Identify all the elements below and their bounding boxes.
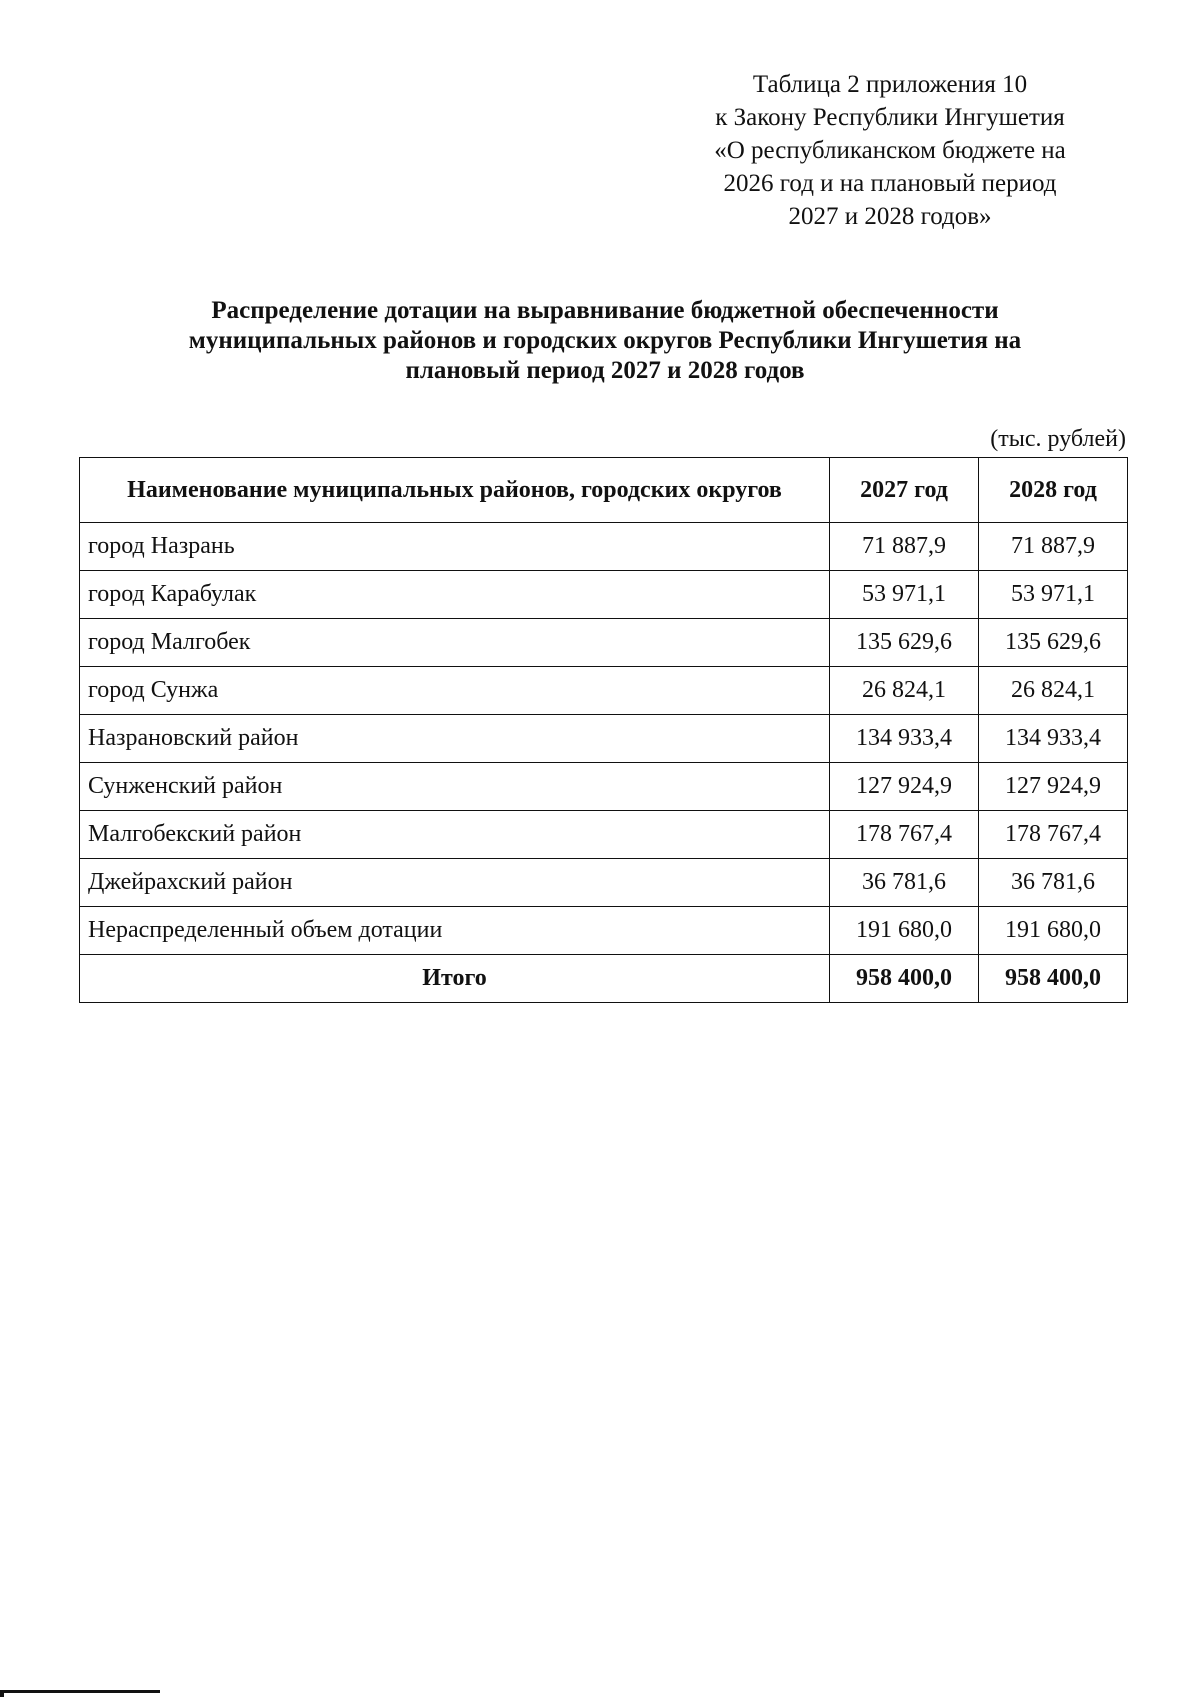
table-row [80, 715, 1128, 763]
row-value-2027: 134 933,4 [830, 715, 979, 763]
row-value-2028: 127 924,9 [979, 763, 1128, 811]
appendix-note-line: 2026 год и на плановый период [723, 170, 1057, 197]
row-value-2028: 178 767,4 [979, 811, 1128, 859]
document-title-line: плановый период 2027 и 2028 годов [405, 357, 805, 384]
row-value-2027: 26 824,1 [830, 667, 979, 715]
row-value-2028: 36 781,6 [979, 859, 1128, 907]
row-name: город Малгобек [80, 619, 830, 667]
scan-corner-mark [0, 1690, 160, 1693]
document-title [80, 296, 1130, 386]
table-row [80, 811, 1128, 859]
row-name: город Назрань [80, 523, 830, 571]
row-name: город Сунжа [80, 667, 830, 715]
row-value-2027: 53 971,1 [830, 571, 979, 619]
row-value-2028: 134 933,4 [979, 715, 1128, 763]
header-2028: 2028 год [979, 458, 1128, 523]
table-row [80, 859, 1128, 907]
row-value-2027: 36 781,6 [830, 859, 979, 907]
total-label: Итого [80, 955, 830, 1003]
total-value-2027: 958 400,0 [830, 955, 979, 1003]
row-name: город Карабулак [80, 571, 830, 619]
document-title-line: Распределение дотации на выравнивание бюджетной обеспеченности [211, 297, 999, 324]
table-row [80, 619, 1128, 667]
row-name: Джейрахский район [80, 859, 830, 907]
row-value-2028: 135 629,6 [979, 619, 1128, 667]
appendix-note-line: к Закону Республики Ингушетия [715, 104, 1065, 131]
appendix-note-line: «О республиканском бюджете на [714, 137, 1066, 164]
row-value-2028: 53 971,1 [979, 571, 1128, 619]
row-name: Малгобекский район [80, 811, 830, 859]
table-row [80, 571, 1128, 619]
header-2027: 2027 год [830, 458, 979, 523]
table-header-row [80, 458, 1128, 523]
row-value-2027: 191 680,0 [830, 907, 979, 955]
row-name: Назрановский район [80, 715, 830, 763]
total-value-2028: 958 400,0 [979, 955, 1128, 1003]
table-row [80, 523, 1128, 571]
appendix-note-line: 2027 и 2028 годов» [788, 203, 992, 230]
document-title-line: муниципальных районов и городских округов Республики Ингушетия на [188, 327, 1022, 354]
header-name: Наименование муниципальных районов, городских округов [80, 458, 830, 523]
row-value-2027: 135 629,6 [830, 619, 979, 667]
table-row [80, 907, 1128, 955]
row-name: Нераспределенный объем дотации [80, 907, 830, 955]
table-total-row [80, 955, 1128, 1003]
units-label: (тыс. рублей) [990, 426, 1126, 452]
row-value-2028: 26 824,1 [979, 667, 1128, 715]
table-row [80, 763, 1128, 811]
table-row [80, 667, 1128, 715]
appendix-note-line: Таблица 2 приложения 10 [752, 71, 1028, 98]
row-value-2027: 127 924,9 [830, 763, 979, 811]
row-value-2027: 71 887,9 [830, 523, 979, 571]
row-value-2027: 178 767,4 [830, 811, 979, 859]
scan-corner-mark-vertical [0, 1690, 4, 1697]
appendix-note [660, 68, 1120, 233]
row-name: Сунженский район [80, 763, 830, 811]
row-value-2028: 191 680,0 [979, 907, 1128, 955]
subsidy-table [79, 457, 1128, 1003]
row-value-2028: 71 887,9 [979, 523, 1128, 571]
